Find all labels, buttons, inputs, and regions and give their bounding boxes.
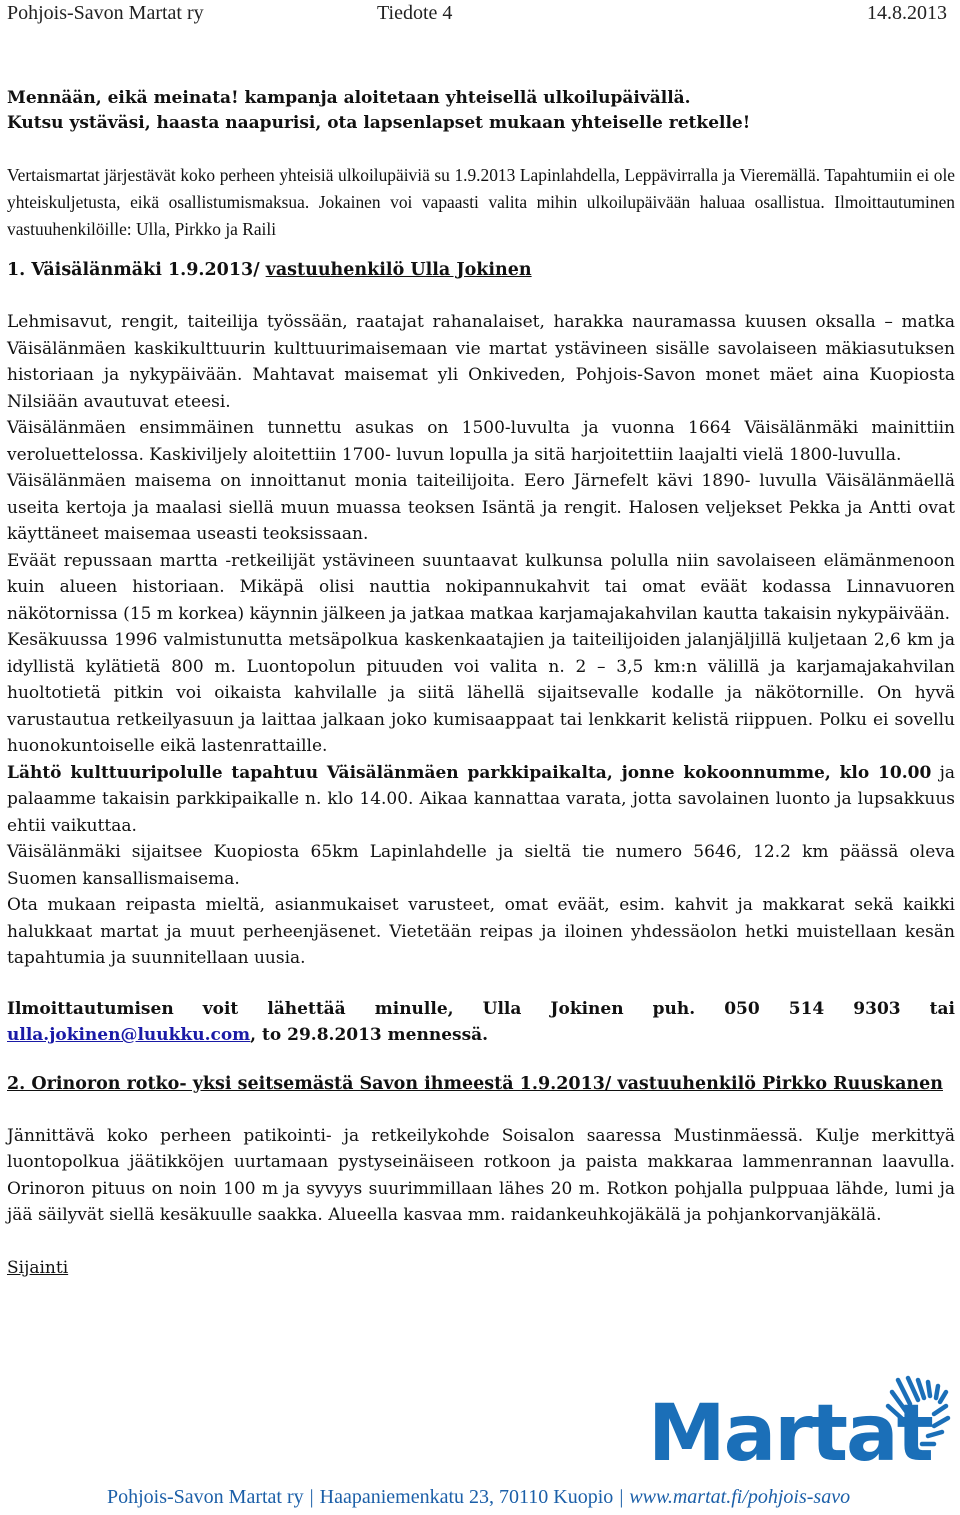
location-link[interactable]: Sijainti bbox=[7, 1257, 69, 1278]
departure-info: Lähtö kulttuuripolulle tapahtuu Väisälänmäen parkkipaikalta, jonne kokoonnumme, klo 10.00 bbox=[7, 762, 932, 783]
header-org: Pohjois-Savon Martat ry bbox=[7, 2, 204, 24]
footer-web: www.martat.fi/pohjois-savo bbox=[629, 1486, 851, 1508]
signup-end: , to 29.8.2013 mennessä. bbox=[250, 1025, 489, 1045]
logo-wordmark: Martat bbox=[648, 1389, 932, 1479]
footer-address: Haapaniemenkatu 23, 70110 Kuopio bbox=[319, 1486, 614, 1508]
section-1-paragraph-6 bbox=[7, 760, 955, 840]
section-2-paragraph: Jännittävä koko perheen patikointi- ja retkeilykohde Soisalon saaressa Mustinmäessä. Kulje merkittyä luontopolkua jäätikköjen uurtamaan pystyseinäiseen rotkoon ja paista makkaraa lammenrannan laavulla. Orinoron pituus on noin 100 m ja syvyys suurimmillaan lähes 20 m. Rotkon pohjalla pulppuaa lähde, lumi ja jää säilyvät siellä kesäkuulle saakka. Alueella kasvaa mm. raidankeuhkojäkälä ja pohjankorvanjäkälä. bbox=[7, 1125, 955, 1225]
section-1-paragraph-3: Väisälänmäen maisema on innoittanut monia taiteilijoita. Eero Järnefelt kävi 1890- luvulla Väisälänmäellä useita kertoja ja maalasi siellä muun muassa teoksen Isäntä ja rengit. Halosen veljekset Pekka ja Antti ovat käyttäneet maisemaa useasti teoksissaan. bbox=[7, 471, 955, 544]
logo-swirl-icon bbox=[884, 1374, 956, 1454]
section-1-paragraph-8: Ota mukaan reipasta mieltä, asianmukaiset varusteet, omat eväät, esim. kahvit ja makkarat sekä kaikki halukkaat martat ja muut perheenjäsenet. Vietetään reipas ja iloinen yhdessäolon hetki muistellaan kesän tapahtumia ja suunnitellaan uusia. bbox=[7, 895, 955, 968]
section-1-paragraph-5: Kesäkuussa 1996 valmistunutta metsäpolkua kaskenkaatajien ja taiteilijoiden jalanjäljillä kuljetaan 2,6 km ja idyllistä kylätietä 800 m. Luontopolun pituuden voi valita n. 2 – 3,5 km:n välillä ja karjamajakahvilan huoltotietä pitkin voi oikaista kahvilalle ja siitä lähellä sijaitsevalle kodalle ja näkötornille. On hyvä varustautua retkeilyasuun ja laittaa jalkaan joko kumisaappaat tai lenkkarit kelistä riippuen. Polku ei sovellu huonokuntoiselle eikä lastenrattaille. bbox=[7, 630, 955, 756]
page-footer: Pohjois-Savon Martat ry | Haapaniemenkatu 23, 70110 Kuopio | www.martat.fi/pohjois-savo bbox=[107, 1486, 851, 1508]
section-1-title bbox=[7, 257, 955, 283]
footer-org: Pohjois-Savon Martat ry bbox=[107, 1486, 304, 1508]
document-page bbox=[7, 0, 955, 1281]
section-1-title-rest: vastuuhenkilö Ulla Jokinen bbox=[265, 260, 532, 280]
intro-line-1: Mennään, eikä meinata! kampanja aloitetaan yhteisellä ulkoilupäivällä. bbox=[7, 88, 691, 108]
intro bbox=[7, 86, 955, 136]
signup-start: Ilmoittautumisen voit lähettää minulle, Ulla Jokinen puh. 050 514 9303 tai bbox=[7, 998, 955, 1019]
page-header bbox=[7, 0, 955, 26]
section-1-paragraph-1: Lehmisavut, rengit, taiteilija työssään, raatajat rahanalaiset, harakka nauramassa kuusen oksalla – matka Väisälänmäen kaskikulttuurin kulttuurimaisemaan vie martat ystävineen sisälle savolaiseen mäkiasutuksen historiaan ja nykypäivään. Mahtavat maisemat yli Onkiveden, Pohjois-Savon monet mäet aina Kuopiosta Nilsiään avautuvat eteesi. bbox=[7, 312, 955, 412]
martat-logo bbox=[648, 1374, 954, 1479]
header-doc: Tiedote 4 bbox=[377, 2, 453, 24]
header-date: 14.8.2013 bbox=[867, 2, 947, 24]
signup-paragraph bbox=[7, 996, 955, 1049]
section-1-paragraph-2: Väisälänmäen ensimmäinen tunnettu asukas on 1500-luvulta ja vuonna 1664 Väisälänmäki mainittiin veroluettelossa. Kaskiviljely aloitettiin 1700- luvun lopulla ja sitä harjoitettiin laajalti vielä 1800-luvulla. bbox=[7, 418, 955, 465]
departure-rest: ja palaamme takaisin parkkipaikalle n. klo 14.00. Aikaa kannattaa varata, jotta savolainen luonto ja lupsakkuus ehtii vaikuttaa. bbox=[7, 762, 956, 836]
intro-paragraph: Vertaismartat järjestävät koko perheen yhteisiä ulkoilupäiviä su 1.9.2013 Lapinlahdella, Leppävirralla ja Vieremällä. Tapahtumiin ei ole yhteiskuljetusta, eikä osallistumismaksua. Jokainen voi vapaasti valita mihin ulkoilupäivään haluaa osallistua. Ilmoittautuminen vastuuhenkilöille: Ulla, Pirkko ja Raili bbox=[7, 165, 955, 239]
section-1-title-num: 1. Väisälänmäki 1.9.2013/ bbox=[7, 260, 266, 280]
section-1-paragraph-4: Eväät repussaan martta -retkeilijät ystävineen suuntaavat kulkunsa polulla niin savolaiseen elämänmenoon kuin alueen historiaan. Mikäpä olisi nauttia nokipannukahvit tai omat eväät kodassa Linnavuoren näkötornissa (15 m korkea) käynnin jälkeen ja jatkaa matkaa karjamajakahvilan kautta takaisin nykypäivään. bbox=[7, 550, 955, 624]
section-2-title: 2. Orinoron rotko- yksi seitsemästä Savon ihmeestä 1.9.2013/ vastuuhenkilö Pirkko Ruuskanen bbox=[7, 1073, 943, 1094]
email-link[interactable]: ulla.jokinen@luukku.com bbox=[7, 1025, 251, 1045]
intro-line-2: Kutsu ystäväsi, haasta naapurisi, ota lapsenlapset mukaan yhteiselle retkelle! bbox=[7, 113, 751, 133]
section-1-paragraph-7: Väisälänmäki sijaitsee Kuopiosta 65km Lapinlahdelle ja sieltä tie numero 5646, 12.2 km päässä oleva Suomen kansallismaisema. bbox=[7, 842, 955, 889]
